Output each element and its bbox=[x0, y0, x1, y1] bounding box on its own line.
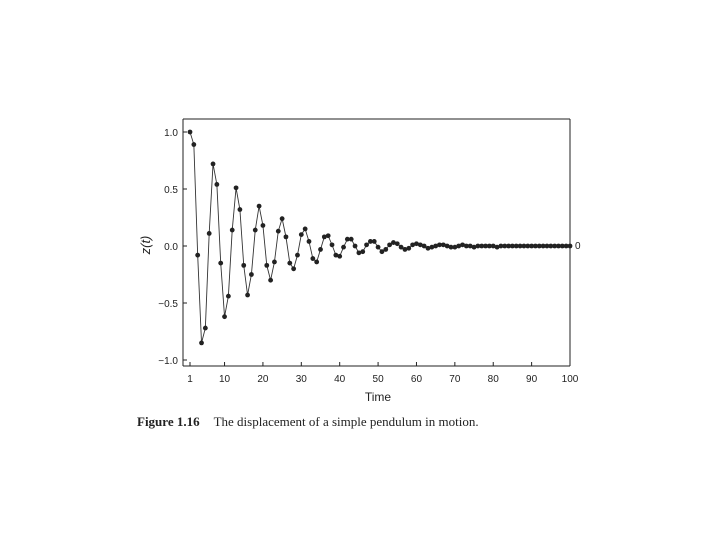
data-point bbox=[330, 242, 335, 247]
data-point bbox=[276, 229, 281, 234]
data-point bbox=[284, 234, 289, 239]
data-point bbox=[249, 272, 254, 277]
y-tick-label: −1.0 bbox=[158, 356, 178, 367]
y-tick-label: −0.5 bbox=[158, 299, 178, 310]
data-point bbox=[364, 242, 369, 247]
data-point bbox=[222, 314, 227, 319]
y-tick-label: 0.0 bbox=[164, 242, 178, 253]
x-tick-label: 30 bbox=[295, 374, 307, 385]
x-tick-label: 70 bbox=[449, 374, 461, 385]
data-point bbox=[203, 326, 208, 331]
zero-annotation: 0 bbox=[575, 241, 581, 252]
data-point bbox=[318, 247, 323, 252]
axes bbox=[183, 119, 570, 366]
data-point bbox=[314, 260, 319, 265]
data-point bbox=[291, 266, 296, 271]
caption-text: The displacement of a simple pendulum in motion. bbox=[213, 414, 479, 429]
x-axis-label: Time bbox=[364, 390, 392, 404]
x-tick-label: 90 bbox=[526, 374, 538, 385]
y-tick-label: 0.5 bbox=[164, 185, 178, 196]
data-point bbox=[349, 237, 354, 242]
data-point bbox=[195, 253, 200, 258]
x-tick-label: 40 bbox=[334, 374, 346, 385]
data-point bbox=[376, 245, 381, 250]
ticks bbox=[158, 128, 579, 385]
data-point bbox=[337, 254, 342, 259]
series-displacement bbox=[188, 130, 573, 346]
data-point bbox=[360, 249, 365, 254]
data-point bbox=[303, 227, 308, 232]
data-point bbox=[310, 256, 315, 261]
x-tick-label: 60 bbox=[410, 374, 423, 385]
data-point bbox=[264, 263, 269, 268]
x-tick-label: 1 bbox=[187, 374, 193, 385]
x-tick-label: 80 bbox=[487, 374, 499, 385]
data-point bbox=[207, 231, 212, 236]
x-tick-label: 50 bbox=[372, 374, 384, 385]
data-point bbox=[234, 185, 239, 190]
x-tick-label: 20 bbox=[257, 374, 269, 385]
data-point bbox=[568, 244, 573, 249]
data-point bbox=[230, 228, 235, 233]
data-point bbox=[299, 232, 304, 237]
data-point bbox=[307, 239, 312, 244]
data-point bbox=[372, 239, 377, 244]
data-point bbox=[280, 216, 285, 221]
y-tick-label: 1.0 bbox=[164, 128, 178, 139]
figure-caption bbox=[137, 414, 479, 430]
data-point bbox=[272, 260, 277, 265]
data-point bbox=[395, 241, 400, 246]
series-line bbox=[190, 132, 570, 343]
data-point bbox=[341, 245, 346, 250]
data-point bbox=[199, 341, 204, 346]
data-point bbox=[261, 223, 266, 228]
data-point bbox=[226, 294, 231, 299]
data-point bbox=[353, 244, 358, 249]
data-point bbox=[245, 293, 250, 298]
data-point bbox=[253, 228, 258, 233]
data-point bbox=[188, 130, 193, 135]
data-point bbox=[241, 263, 246, 268]
data-point bbox=[218, 261, 223, 266]
data-point bbox=[406, 246, 411, 251]
data-point bbox=[238, 207, 243, 212]
data-point bbox=[287, 261, 292, 266]
data-point bbox=[191, 142, 196, 147]
data-point bbox=[383, 247, 388, 252]
data-point bbox=[257, 204, 262, 209]
data-point bbox=[268, 278, 273, 283]
data-point bbox=[214, 182, 219, 187]
x-tick-label: 100 bbox=[561, 374, 579, 385]
data-point bbox=[211, 162, 216, 167]
data-point bbox=[326, 233, 331, 238]
x-tick-label: 10 bbox=[218, 374, 231, 385]
data-point bbox=[295, 253, 300, 258]
y-axis-label: z(t) bbox=[138, 235, 153, 255]
figure-number: Figure 1.16 bbox=[137, 414, 200, 429]
